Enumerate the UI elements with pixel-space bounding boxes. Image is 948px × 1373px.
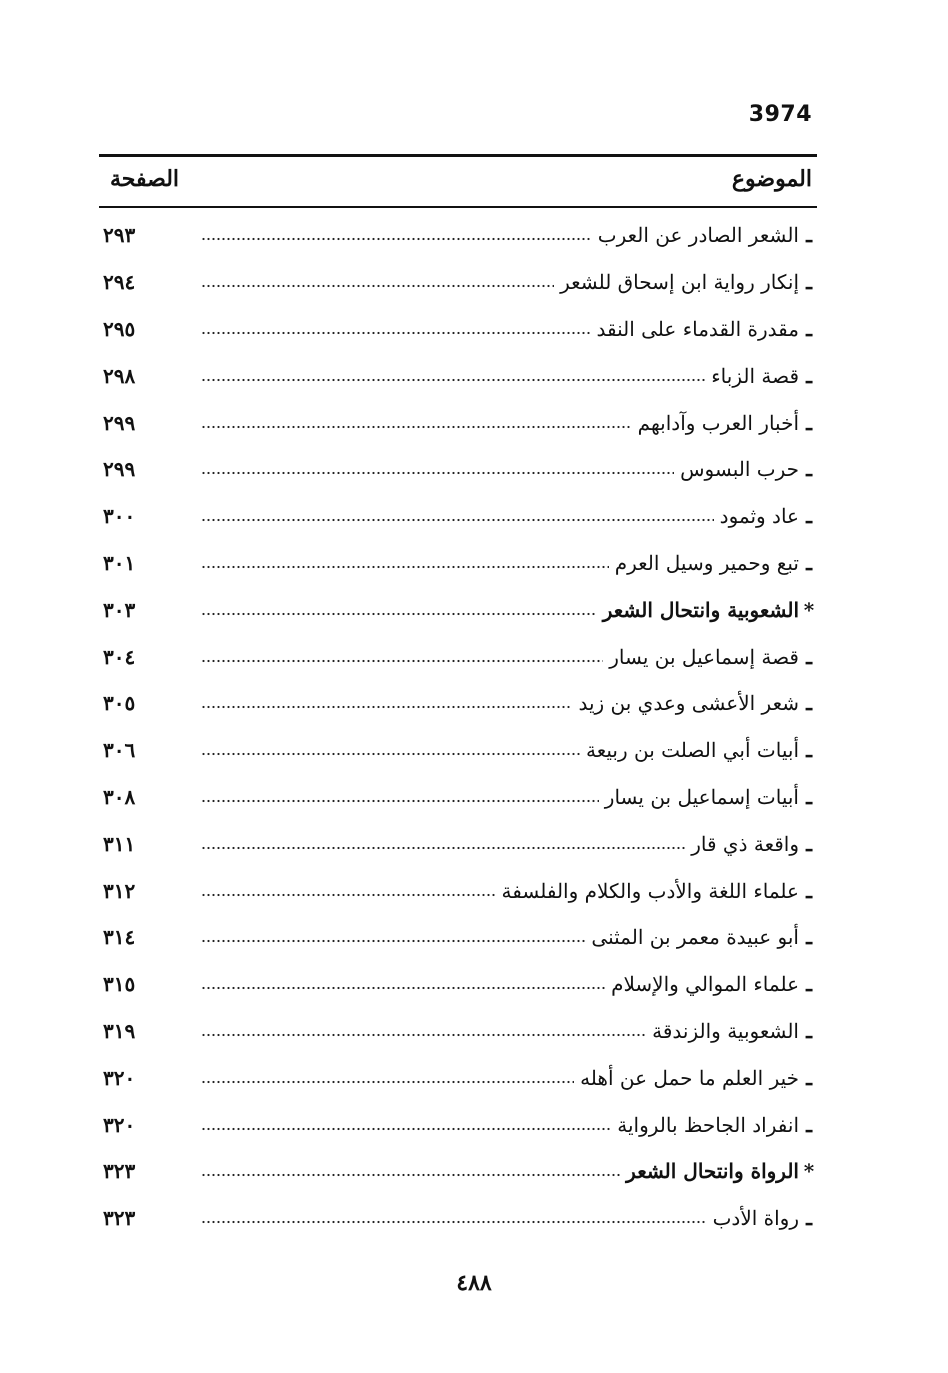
dot-leader xyxy=(201,1169,620,1181)
toc-entry xyxy=(99,352,817,399)
entry-dash-marker: ـ xyxy=(806,504,812,529)
toc-entry xyxy=(99,212,817,259)
entry-dash-marker: ـ xyxy=(806,1206,812,1231)
toc-entry xyxy=(99,633,817,680)
toc-entry xyxy=(99,586,817,633)
entry-dash-marker: ـ xyxy=(806,410,812,435)
dot-leader xyxy=(201,280,554,292)
toc-entry-page: ٢٩٩ xyxy=(103,410,136,435)
column-header-page: الصفحة xyxy=(110,166,180,192)
toc-entry xyxy=(99,259,817,306)
toc-entry xyxy=(99,727,817,774)
toc-entry-title: أخبار العرب وآدابهم xyxy=(637,410,799,435)
dot-leader xyxy=(201,1216,707,1228)
section-star-marker: * xyxy=(803,1159,815,1184)
toc-entry-page: ٢٩٨ xyxy=(103,363,136,388)
toc-entry-page: ٣٠٣ xyxy=(103,597,136,622)
toc-entry-page: ٣١٤ xyxy=(103,925,136,950)
toc-entry-page: ٣٢٣ xyxy=(103,1159,136,1184)
toc-entry-page: ٣٠١ xyxy=(103,550,136,575)
entry-dash-marker: ـ xyxy=(806,831,812,856)
dot-leader xyxy=(201,1076,574,1088)
toc-entry-page: ٣١١ xyxy=(103,831,136,856)
dot-leader xyxy=(201,608,597,620)
toc-entry-title: رواة الأدب xyxy=(712,1206,799,1231)
toc-entry-page: ٣٠٤ xyxy=(103,644,136,669)
dot-leader xyxy=(201,374,705,386)
dot-leader xyxy=(201,748,580,760)
toc-entry-page: ٣٠٥ xyxy=(103,691,136,716)
toc-entry-title: حرب البسوس xyxy=(680,457,799,482)
entry-dash-marker: ـ xyxy=(806,878,812,903)
toc-entry-page: ٣٠٠ xyxy=(103,504,136,529)
toc-entry xyxy=(99,867,817,914)
toc-entry-title: إنكار رواية ابن إسحاق للشعر xyxy=(560,270,799,295)
toc-entry-title: انفراد الجاحظ بالرواية xyxy=(617,1112,799,1137)
toc-entry-title: أبيات أبي الصلت بن ربيعة xyxy=(586,738,799,763)
toc-entry-page: ٢٩٩ xyxy=(103,457,136,482)
toc-entry-page: ٣١٩ xyxy=(103,1018,136,1043)
toc-entry-page: ٣٠٦ xyxy=(103,738,136,763)
toc-entry xyxy=(99,399,817,446)
entry-dash-marker: ـ xyxy=(806,738,812,763)
toc-entry xyxy=(99,1148,817,1195)
entry-dash-marker: ـ xyxy=(806,550,812,575)
toc-entry xyxy=(99,493,817,540)
toc-entry-title: تبع وحمير وسيل العرم xyxy=(614,550,799,575)
toc-entry xyxy=(99,1101,817,1148)
toc-entry-title: قصة إسماعيل بن يسار xyxy=(609,644,799,669)
toc-entry-page: ٢٩٣ xyxy=(103,223,136,248)
dot-leader xyxy=(201,795,599,807)
entry-dash-marker: ـ xyxy=(806,1065,812,1090)
toc-entry-page: ٢٩٤ xyxy=(103,270,136,295)
toc-entry xyxy=(99,914,817,961)
toc-entry-page: ٢٩٥ xyxy=(103,316,136,341)
toc-entry-page: ٣١٥ xyxy=(103,972,136,997)
toc-entry xyxy=(99,1008,817,1055)
toc-entry xyxy=(99,774,817,821)
entry-dash-marker: ـ xyxy=(806,644,812,669)
toc-entry-title: أبو عبيدة معمر بن المثنى xyxy=(591,925,799,950)
dot-leader xyxy=(201,561,609,573)
entry-dash-marker: ـ xyxy=(806,457,812,482)
dot-leader xyxy=(201,421,632,433)
dot-leader xyxy=(201,514,714,526)
entry-dash-marker: ـ xyxy=(806,972,812,997)
entry-dash-marker: ـ xyxy=(806,223,812,248)
dot-leader xyxy=(201,1029,646,1041)
toc-entry xyxy=(99,446,817,493)
toc-entry xyxy=(99,961,817,1008)
dot-leader xyxy=(201,889,496,901)
dot-leader xyxy=(201,233,592,245)
toc-entry-page: ٣١٢ xyxy=(103,878,136,903)
column-header-subject: الموضوع xyxy=(731,166,812,192)
toc-entry xyxy=(99,306,817,353)
page-number: ٤٨٨ xyxy=(456,1270,492,1296)
toc-entry-title: شعر الأعشى وعدي بن زيد xyxy=(578,691,799,716)
toc-entry-title: خير العلم ما حمل عن أهله xyxy=(580,1065,799,1090)
toc-entry-title: علماء اللغة والأدب والكلام والفلسفة xyxy=(501,878,799,903)
toc-entry-title: أبيات إسماعيل بن يسار xyxy=(604,784,799,809)
toc-entry-page: ٣٠٨ xyxy=(103,784,136,809)
entry-dash-marker: ـ xyxy=(806,1018,812,1043)
dot-leader xyxy=(201,935,585,947)
entry-dash-marker: ـ xyxy=(806,363,812,388)
entry-dash-marker: ـ xyxy=(806,1112,812,1137)
dot-leader xyxy=(201,327,590,339)
toc-entry xyxy=(99,820,817,867)
dot-leader xyxy=(201,701,572,713)
entry-dash-marker: ـ xyxy=(806,691,812,716)
dot-leader xyxy=(201,842,685,854)
toc-entry-title: الشعوبية والزندقة xyxy=(652,1018,799,1043)
entry-dash-marker: ـ xyxy=(806,784,812,809)
dot-leader xyxy=(201,467,674,479)
entry-dash-marker: ـ xyxy=(806,270,812,295)
section-star-marker: * xyxy=(803,597,815,622)
toc-entry-page: ٣٢٠ xyxy=(103,1065,136,1090)
header-bottom-rule xyxy=(99,206,817,208)
toc-entry xyxy=(99,1054,817,1101)
toc-entry-title: مقدرة القدماء على النقد xyxy=(596,316,799,341)
entry-dash-marker: ـ xyxy=(806,925,812,950)
toc-entry-title: الشعر الصادر عن العرب xyxy=(597,223,799,248)
toc-entry-title: عاد وثمود xyxy=(719,504,799,529)
toc-entry xyxy=(99,540,817,587)
dot-leader xyxy=(201,1123,611,1135)
dot-leader xyxy=(201,982,605,994)
toc-entry-title: واقعة ذي قار xyxy=(691,831,799,856)
toc-entry xyxy=(99,1195,817,1242)
toc-entry-page: ٣٢٣ xyxy=(103,1206,136,1231)
toc-entry-title: الشعوبية وانتحال الشعر xyxy=(602,597,799,622)
toc-entry xyxy=(99,680,817,727)
table-of-contents xyxy=(99,212,817,1242)
entry-dash-marker: ـ xyxy=(806,316,812,341)
toc-entry-title: الرواة وانتحال الشعر xyxy=(626,1159,799,1184)
toc-entry-page: ٣٢٠ xyxy=(103,1112,136,1137)
toc-entry-title: علماء الموالي والإسلام xyxy=(611,972,799,997)
folio-number: 3974 xyxy=(748,102,812,127)
toc-entry-title: قصة الزباء xyxy=(711,363,799,388)
dot-leader xyxy=(201,655,603,667)
header-top-rule xyxy=(99,154,817,157)
